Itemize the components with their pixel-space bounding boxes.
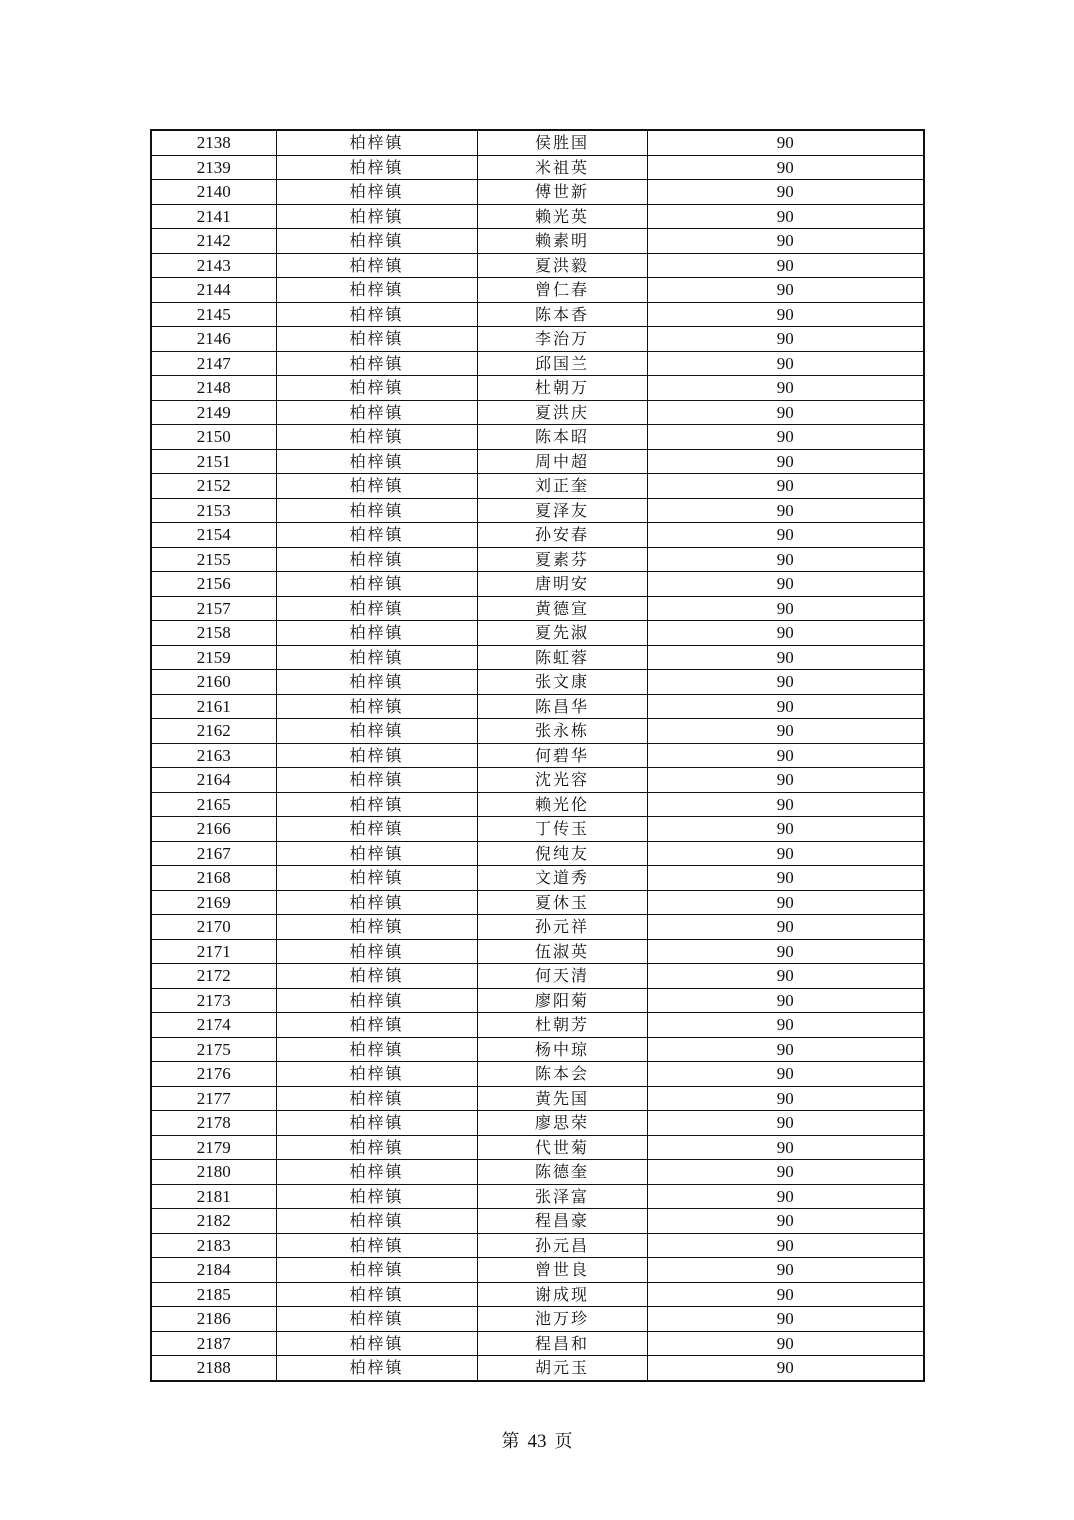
table-row xyxy=(151,1135,924,1160)
table-row xyxy=(151,670,924,695)
table-row xyxy=(151,376,924,401)
person-name-cell: 夏泽友 xyxy=(477,498,647,523)
town-cell: 柏梓镇 xyxy=(276,204,477,229)
town-cell: 柏梓镇 xyxy=(276,964,477,989)
town-cell: 柏梓镇 xyxy=(276,1331,477,1356)
table-row xyxy=(151,1356,924,1381)
town-cell: 柏梓镇 xyxy=(276,155,477,180)
person-name-cell: 曾世良 xyxy=(477,1258,647,1283)
row-number-cell: 2163 xyxy=(151,743,276,768)
row-number-cell: 2141 xyxy=(151,204,276,229)
row-number-cell: 2150 xyxy=(151,425,276,450)
table-row xyxy=(151,351,924,376)
table-row xyxy=(151,327,924,352)
row-number-cell: 2158 xyxy=(151,621,276,646)
person-name-cell: 文道秀 xyxy=(477,866,647,891)
score-cell: 90 xyxy=(647,964,924,989)
person-name-cell: 侯胜国 xyxy=(477,130,647,155)
row-number-cell: 2162 xyxy=(151,719,276,744)
person-name-cell: 曾仁春 xyxy=(477,278,647,303)
town-cell: 柏梓镇 xyxy=(276,1160,477,1185)
roster-table xyxy=(150,129,925,1382)
score-cell: 90 xyxy=(647,449,924,474)
score-cell: 90 xyxy=(647,1037,924,1062)
town-cell: 柏梓镇 xyxy=(276,351,477,376)
town-cell: 柏梓镇 xyxy=(276,670,477,695)
town-cell: 柏梓镇 xyxy=(276,1037,477,1062)
table-row xyxy=(151,645,924,670)
page-footer-suffix: 页 xyxy=(554,1431,573,1452)
person-name-cell: 代世菊 xyxy=(477,1135,647,1160)
row-number-cell: 2161 xyxy=(151,694,276,719)
table-row xyxy=(151,988,924,1013)
person-name-cell: 夏洪庆 xyxy=(477,400,647,425)
row-number-cell: 2156 xyxy=(151,572,276,597)
town-cell: 柏梓镇 xyxy=(276,547,477,572)
score-cell: 90 xyxy=(647,547,924,572)
score-cell: 90 xyxy=(647,180,924,205)
town-cell: 柏梓镇 xyxy=(276,1356,477,1381)
person-name-cell: 夏休玉 xyxy=(477,890,647,915)
town-cell: 柏梓镇 xyxy=(276,841,477,866)
row-number-cell: 2183 xyxy=(151,1233,276,1258)
table-row xyxy=(151,866,924,891)
person-name-cell: 黄德宣 xyxy=(477,596,647,621)
table-row xyxy=(151,498,924,523)
person-name-cell: 赖素明 xyxy=(477,229,647,254)
table-row xyxy=(151,1013,924,1038)
town-cell: 柏梓镇 xyxy=(276,449,477,474)
town-cell: 柏梓镇 xyxy=(276,327,477,352)
row-number-cell: 2139 xyxy=(151,155,276,180)
person-name-cell: 张泽富 xyxy=(477,1184,647,1209)
town-cell: 柏梓镇 xyxy=(276,130,477,155)
town-cell: 柏梓镇 xyxy=(276,1111,477,1136)
person-name-cell: 何天清 xyxy=(477,964,647,989)
table-row xyxy=(151,1184,924,1209)
person-name-cell: 陈德奎 xyxy=(477,1160,647,1185)
town-cell: 柏梓镇 xyxy=(276,302,477,327)
town-cell: 柏梓镇 xyxy=(276,1086,477,1111)
score-cell: 90 xyxy=(647,768,924,793)
table-row xyxy=(151,621,924,646)
person-name-cell: 孙安春 xyxy=(477,523,647,548)
table-row xyxy=(151,180,924,205)
person-name-cell: 程昌豪 xyxy=(477,1209,647,1234)
person-name-cell: 夏素芬 xyxy=(477,547,647,572)
row-number-cell: 2145 xyxy=(151,302,276,327)
score-cell: 90 xyxy=(647,229,924,254)
score-cell: 90 xyxy=(647,130,924,155)
row-number-cell: 2165 xyxy=(151,792,276,817)
town-cell: 柏梓镇 xyxy=(276,523,477,548)
person-name-cell: 赖光伦 xyxy=(477,792,647,817)
table-row xyxy=(151,768,924,793)
town-cell: 柏梓镇 xyxy=(276,1184,477,1209)
row-number-cell: 2180 xyxy=(151,1160,276,1185)
town-cell: 柏梓镇 xyxy=(276,1062,477,1087)
person-name-cell: 夏洪毅 xyxy=(477,253,647,278)
table-row xyxy=(151,1282,924,1307)
person-name-cell: 李治万 xyxy=(477,327,647,352)
row-number-cell: 2170 xyxy=(151,915,276,940)
score-cell: 90 xyxy=(647,1282,924,1307)
score-cell: 90 xyxy=(647,1160,924,1185)
town-cell: 柏梓镇 xyxy=(276,1307,477,1332)
person-name-cell: 孙元祥 xyxy=(477,915,647,940)
row-number-cell: 2173 xyxy=(151,988,276,1013)
table-row xyxy=(151,1111,924,1136)
score-cell: 90 xyxy=(647,890,924,915)
table-row xyxy=(151,204,924,229)
town-cell: 柏梓镇 xyxy=(276,596,477,621)
row-number-cell: 2182 xyxy=(151,1209,276,1234)
score-cell: 90 xyxy=(647,400,924,425)
table-row xyxy=(151,130,924,155)
row-number-cell: 2166 xyxy=(151,817,276,842)
town-cell: 柏梓镇 xyxy=(276,572,477,597)
score-cell: 90 xyxy=(647,474,924,499)
table-row xyxy=(151,890,924,915)
score-cell: 90 xyxy=(647,670,924,695)
person-name-cell: 倪纯友 xyxy=(477,841,647,866)
town-cell: 柏梓镇 xyxy=(276,400,477,425)
person-name-cell: 陈虹蓉 xyxy=(477,645,647,670)
score-cell: 90 xyxy=(647,866,924,891)
town-cell: 柏梓镇 xyxy=(276,376,477,401)
row-number-cell: 2143 xyxy=(151,253,276,278)
score-cell: 90 xyxy=(647,1233,924,1258)
score-cell: 90 xyxy=(647,155,924,180)
table-row xyxy=(151,400,924,425)
score-cell: 90 xyxy=(647,1062,924,1087)
roster-table-body xyxy=(151,130,924,1381)
person-name-cell: 伍淑英 xyxy=(477,939,647,964)
table-row xyxy=(151,939,924,964)
table-row xyxy=(151,1258,924,1283)
score-cell: 90 xyxy=(647,645,924,670)
row-number-cell: 2152 xyxy=(151,474,276,499)
person-name-cell: 池万珍 xyxy=(477,1307,647,1332)
town-cell: 柏梓镇 xyxy=(276,425,477,450)
row-number-cell: 2176 xyxy=(151,1062,276,1087)
score-cell: 90 xyxy=(647,204,924,229)
table-row xyxy=(151,425,924,450)
row-number-cell: 2179 xyxy=(151,1135,276,1160)
person-name-cell: 唐明安 xyxy=(477,572,647,597)
table-row xyxy=(151,474,924,499)
person-name-cell: 陈本昭 xyxy=(477,425,647,450)
person-name-cell: 谢成现 xyxy=(477,1282,647,1307)
row-number-cell: 2140 xyxy=(151,180,276,205)
person-name-cell: 廖阳菊 xyxy=(477,988,647,1013)
score-cell: 90 xyxy=(647,988,924,1013)
person-name-cell: 周中超 xyxy=(477,449,647,474)
town-cell: 柏梓镇 xyxy=(276,621,477,646)
row-number-cell: 2138 xyxy=(151,130,276,155)
score-cell: 90 xyxy=(647,1258,924,1283)
score-cell: 90 xyxy=(647,792,924,817)
row-number-cell: 2149 xyxy=(151,400,276,425)
score-cell: 90 xyxy=(647,596,924,621)
table-row xyxy=(151,915,924,940)
table-row xyxy=(151,1307,924,1332)
score-cell: 90 xyxy=(647,621,924,646)
score-cell: 90 xyxy=(647,694,924,719)
score-cell: 90 xyxy=(647,498,924,523)
person-name-cell: 杜朝芳 xyxy=(477,1013,647,1038)
score-cell: 90 xyxy=(647,302,924,327)
table-row xyxy=(151,964,924,989)
table-row xyxy=(151,253,924,278)
town-cell: 柏梓镇 xyxy=(276,817,477,842)
row-number-cell: 2147 xyxy=(151,351,276,376)
town-cell: 柏梓镇 xyxy=(276,1282,477,1307)
row-number-cell: 2167 xyxy=(151,841,276,866)
town-cell: 柏梓镇 xyxy=(276,1233,477,1258)
score-cell: 90 xyxy=(647,1111,924,1136)
row-number-cell: 2184 xyxy=(151,1258,276,1283)
row-number-cell: 2146 xyxy=(151,327,276,352)
table-row xyxy=(151,596,924,621)
town-cell: 柏梓镇 xyxy=(276,939,477,964)
person-name-cell: 何碧华 xyxy=(477,743,647,768)
person-name-cell: 陈本会 xyxy=(477,1062,647,1087)
town-cell: 柏梓镇 xyxy=(276,743,477,768)
table-row xyxy=(151,229,924,254)
row-number-cell: 2160 xyxy=(151,670,276,695)
row-number-cell: 2169 xyxy=(151,890,276,915)
row-number-cell: 2174 xyxy=(151,1013,276,1038)
table-row xyxy=(151,743,924,768)
score-cell: 90 xyxy=(647,719,924,744)
table-row xyxy=(151,155,924,180)
town-cell: 柏梓镇 xyxy=(276,694,477,719)
table-row xyxy=(151,572,924,597)
table-row xyxy=(151,792,924,817)
score-cell: 90 xyxy=(647,1086,924,1111)
row-number-cell: 2187 xyxy=(151,1331,276,1356)
row-number-cell: 2172 xyxy=(151,964,276,989)
table-row xyxy=(151,1331,924,1356)
table-row xyxy=(151,1062,924,1087)
person-name-cell: 傅世新 xyxy=(477,180,647,205)
town-cell: 柏梓镇 xyxy=(276,719,477,744)
score-cell: 90 xyxy=(647,1184,924,1209)
row-number-cell: 2157 xyxy=(151,596,276,621)
table-row xyxy=(151,523,924,548)
score-cell: 90 xyxy=(647,743,924,768)
town-cell: 柏梓镇 xyxy=(276,792,477,817)
table-row xyxy=(151,1160,924,1185)
person-name-cell: 杨中琼 xyxy=(477,1037,647,1062)
person-name-cell: 张文康 xyxy=(477,670,647,695)
score-cell: 90 xyxy=(647,915,924,940)
town-cell: 柏梓镇 xyxy=(276,180,477,205)
row-number-cell: 2175 xyxy=(151,1037,276,1062)
person-name-cell: 夏先淑 xyxy=(477,621,647,646)
row-number-cell: 2186 xyxy=(151,1307,276,1332)
score-cell: 90 xyxy=(647,1307,924,1332)
row-number-cell: 2164 xyxy=(151,768,276,793)
row-number-cell: 2148 xyxy=(151,376,276,401)
town-cell: 柏梓镇 xyxy=(276,229,477,254)
person-name-cell: 丁传玉 xyxy=(477,817,647,842)
town-cell: 柏梓镇 xyxy=(276,645,477,670)
row-number-cell: 2171 xyxy=(151,939,276,964)
town-cell: 柏梓镇 xyxy=(276,278,477,303)
score-cell: 90 xyxy=(647,1209,924,1234)
row-number-cell: 2153 xyxy=(151,498,276,523)
row-number-cell: 2151 xyxy=(151,449,276,474)
town-cell: 柏梓镇 xyxy=(276,915,477,940)
score-cell: 90 xyxy=(647,253,924,278)
score-cell: 90 xyxy=(647,1356,924,1381)
row-number-cell: 2142 xyxy=(151,229,276,254)
row-number-cell: 2159 xyxy=(151,645,276,670)
town-cell: 柏梓镇 xyxy=(276,988,477,1013)
table-row xyxy=(151,719,924,744)
person-name-cell: 杜朝万 xyxy=(477,376,647,401)
person-name-cell: 程昌和 xyxy=(477,1331,647,1356)
table-row xyxy=(151,1209,924,1234)
town-cell: 柏梓镇 xyxy=(276,1209,477,1234)
table-row xyxy=(151,547,924,572)
row-number-cell: 2154 xyxy=(151,523,276,548)
person-name-cell: 沈光容 xyxy=(477,768,647,793)
town-cell: 柏梓镇 xyxy=(276,253,477,278)
person-name-cell: 黄先国 xyxy=(477,1086,647,1111)
town-cell: 柏梓镇 xyxy=(276,498,477,523)
row-number-cell: 2155 xyxy=(151,547,276,572)
town-cell: 柏梓镇 xyxy=(276,866,477,891)
town-cell: 柏梓镇 xyxy=(276,1013,477,1038)
table-row xyxy=(151,817,924,842)
score-cell: 90 xyxy=(647,278,924,303)
score-cell: 90 xyxy=(647,1013,924,1038)
score-cell: 90 xyxy=(647,1135,924,1160)
town-cell: 柏梓镇 xyxy=(276,1258,477,1283)
score-cell: 90 xyxy=(647,841,924,866)
table-row xyxy=(151,694,924,719)
town-cell: 柏梓镇 xyxy=(276,890,477,915)
page-footer xyxy=(0,1430,1074,1454)
person-name-cell: 陈昌华 xyxy=(477,694,647,719)
table-row xyxy=(151,278,924,303)
row-number-cell: 2181 xyxy=(151,1184,276,1209)
row-number-cell: 2144 xyxy=(151,278,276,303)
table-row xyxy=(151,841,924,866)
score-cell: 90 xyxy=(647,1331,924,1356)
score-cell: 90 xyxy=(647,817,924,842)
town-cell: 柏梓镇 xyxy=(276,474,477,499)
person-name-cell: 赖光英 xyxy=(477,204,647,229)
town-cell: 柏梓镇 xyxy=(276,1135,477,1160)
table-row xyxy=(151,449,924,474)
person-name-cell: 孙元昌 xyxy=(477,1233,647,1258)
score-cell: 90 xyxy=(647,351,924,376)
table-row xyxy=(151,1086,924,1111)
table-row xyxy=(151,1037,924,1062)
score-cell: 90 xyxy=(647,327,924,352)
row-number-cell: 2168 xyxy=(151,866,276,891)
row-number-cell: 2178 xyxy=(151,1111,276,1136)
score-cell: 90 xyxy=(647,425,924,450)
row-number-cell: 2177 xyxy=(151,1086,276,1111)
score-cell: 90 xyxy=(647,523,924,548)
table-row xyxy=(151,302,924,327)
table-row xyxy=(151,1233,924,1258)
town-cell: 柏梓镇 xyxy=(276,768,477,793)
row-number-cell: 2185 xyxy=(151,1282,276,1307)
row-number-cell: 2188 xyxy=(151,1356,276,1381)
person-name-cell: 廖思荣 xyxy=(477,1111,647,1136)
person-name-cell: 邱国兰 xyxy=(477,351,647,376)
person-name-cell: 米祖英 xyxy=(477,155,647,180)
score-cell: 90 xyxy=(647,376,924,401)
person-name-cell: 刘正奎 xyxy=(477,474,647,499)
score-cell: 90 xyxy=(647,572,924,597)
score-cell: 90 xyxy=(647,939,924,964)
person-name-cell: 陈本香 xyxy=(477,302,647,327)
page-footer-prefix: 第 xyxy=(501,1431,520,1452)
page-number: 43 xyxy=(527,1431,547,1452)
person-name-cell: 张永栋 xyxy=(477,719,647,744)
person-name-cell: 胡元玉 xyxy=(477,1356,647,1381)
